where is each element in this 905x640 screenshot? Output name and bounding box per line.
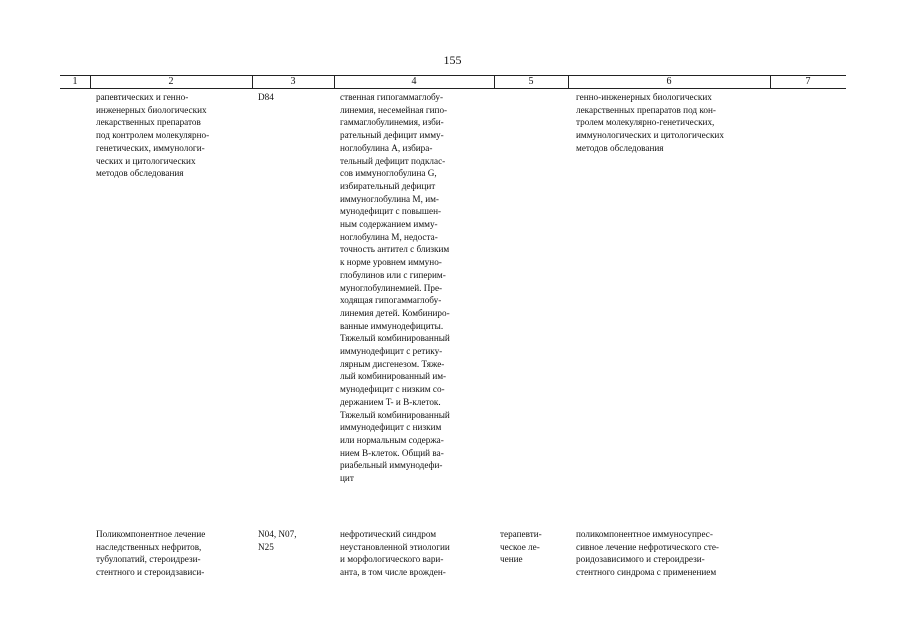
column-number-1: 1: [72, 76, 78, 87]
column-number-6: 6: [666, 76, 672, 87]
column-number-5: 5: [528, 76, 534, 87]
header-bottom-rule: [60, 88, 846, 89]
cell-diagnosis: ственная гипогаммаглобу- линемия, несемейная гипо- гаммаглобулинемия, изби- рательный дефицит имму- ноглобулина A, избира- тельный дефицит подклас- сов иммуноглобулина G, избирательный дефицит иммуноглобулина M, им- мунодефицит с повышен- ным содержанием имму- ноглобулина M, недоста- точность антител с близким к норме уровнем иммуно- глобулинов или с гиперим- муноглобулинемией. Пре- ходящая гипогаммаглобу- линемия детей. Комбиниро- ванные иммунодефициты. Тяжелый комбинированный иммунодефицит с ретику- лярным дисгенезом. Тяже- лый комбинированный им- мунодефицит с низким со- держанием T- и B-клеток. Тяжелый комбинированный иммунодефицит с низким или нормальным содержа- нием B-клеток. Общий ва- риабельный иммунодефи- цит: [340, 92, 450, 484]
cell-method-name: Поликомпонентное лечение наследственных нефритов, тубулопатий, стероидрези- стентного и стероидзависи-: [96, 529, 206, 578]
cell-treatment-method: поликомпонентное иммуносупрес- сивное лечение нефротического сте- роидозависимого и стероидрези- стентного синдрома с применением: [576, 529, 719, 578]
page-number: 155: [443, 53, 462, 67]
cell-method-name: рапевтических и генно- инженерных биологических лекарственных препаратов под контролем молекулярно- генетических, иммунологи- ческих и цитологических методов обследования: [96, 92, 210, 179]
cell-icd-codes: N04, N07, N25: [258, 529, 297, 552]
column-number-2: 2: [168, 76, 174, 87]
cell-treatment-type: терапевти- ческое ле- чение: [500, 529, 542, 565]
cell-icd-codes: D84: [258, 92, 274, 102]
column-number-7: 7: [805, 76, 811, 87]
cell-treatment-method: генно-инженерных биологических лекарственных препаратов под кон- тролем молекулярно-генетических, иммунологических и цитологических методов обследования: [576, 92, 724, 153]
column-number-4: 4: [411, 76, 417, 87]
cell-diagnosis: нефротический синдром неустановленной этиологии и морфологического вари- анта, в том числе врожден-: [340, 529, 450, 578]
column-number-3: 3: [290, 76, 296, 87]
